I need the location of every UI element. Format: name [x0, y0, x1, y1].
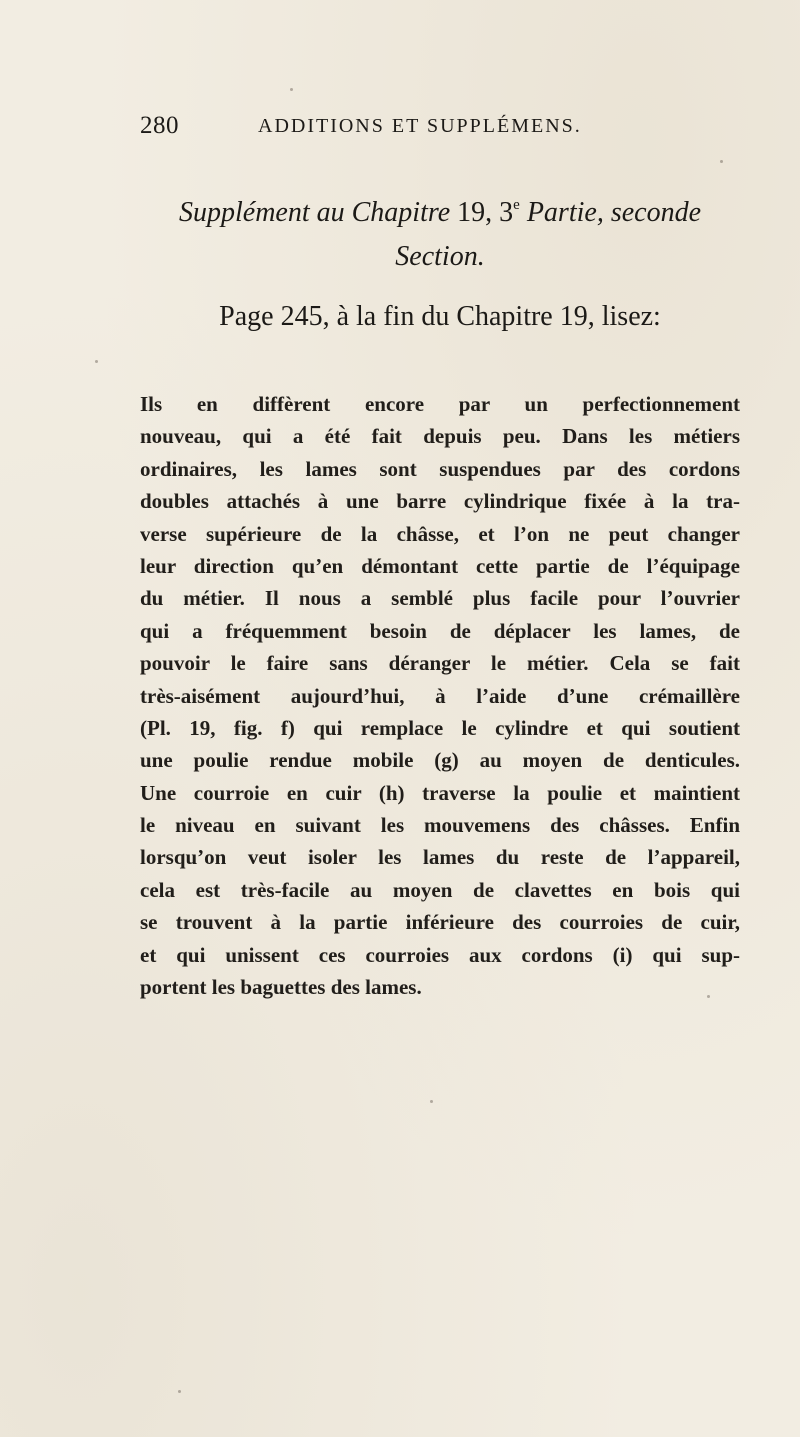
text-line: pouvoir le faire sans déranger le métier. Cela se fait [140, 651, 740, 676]
text-line: Ils en diffèrent encore par un perfectionnement [140, 392, 740, 416]
text-line: verse supérieure de la châsse, et l’on ne peut changer [140, 521, 740, 546]
section-heading [140, 183, 740, 279]
paper-speck [95, 360, 98, 363]
paper-speck [430, 1100, 433, 1103]
body-paragraph [140, 388, 740, 1003]
text-line: une poulie rendue mobile (g) au moyen de denticules. [140, 748, 740, 773]
text-line: cela est très-facile au moyen de clavettes en bois qui [140, 877, 740, 902]
section-heading-line-1: Supplément au Chapitre 19, 3e Partie, seconde [178, 197, 701, 228]
paper-speck [720, 160, 723, 163]
running-head [140, 112, 740, 142]
paper-speck [178, 1390, 181, 1393]
instruction-line: Page 245, à la fin du Chapitre 19, lisez: [219, 301, 661, 332]
running-head-title: ADDITIONS ET SUPPLÉMENS. [258, 115, 582, 137]
text-line: ordinaires, les lames sont suspendues par des cordons [140, 456, 740, 481]
text-line: nouveau, qui a été fait depuis peu. Dans les métiers [140, 424, 740, 449]
text-line: portent les baguettes des lames. [140, 975, 422, 1000]
text-line: du métier. Il nous a semblé plus facile pour l’ouvrier [140, 586, 740, 611]
text-line: (Pl. 19, fig. f) qui remplace le cylindre et qui soutient [140, 715, 740, 740]
text-line: très-aisément aujourd’hui, à l’aide d’une crémaillère [140, 683, 740, 708]
text-line: le niveau en suivant les mouvemens des châsses. Enfin [140, 813, 740, 838]
text-line: Une courroie en cuir (h) traverse la poulie et maintient [140, 780, 740, 805]
text-line: lorsqu’on veut isoler les lames du reste de l’appareil, [140, 845, 740, 870]
page-number: 280 [140, 112, 179, 139]
text-line: qui a fréquemment besoin de déplacer les lames, de [140, 618, 740, 643]
section-heading-line-2: Section. [395, 241, 485, 272]
text-line: et qui unissent ces courroies aux cordons (i) qui sup- [140, 942, 740, 967]
text-line: se trouvent à la partie inférieure des courroies de cuir, [140, 910, 740, 935]
paper-speck [290, 88, 293, 91]
paper-speck [707, 995, 710, 998]
text-line: leur direction qu’en démontant cette partie de l’équipage [140, 553, 740, 578]
text-line: doubles attachés à une barre cylindrique fixée à la tra- [140, 489, 740, 514]
